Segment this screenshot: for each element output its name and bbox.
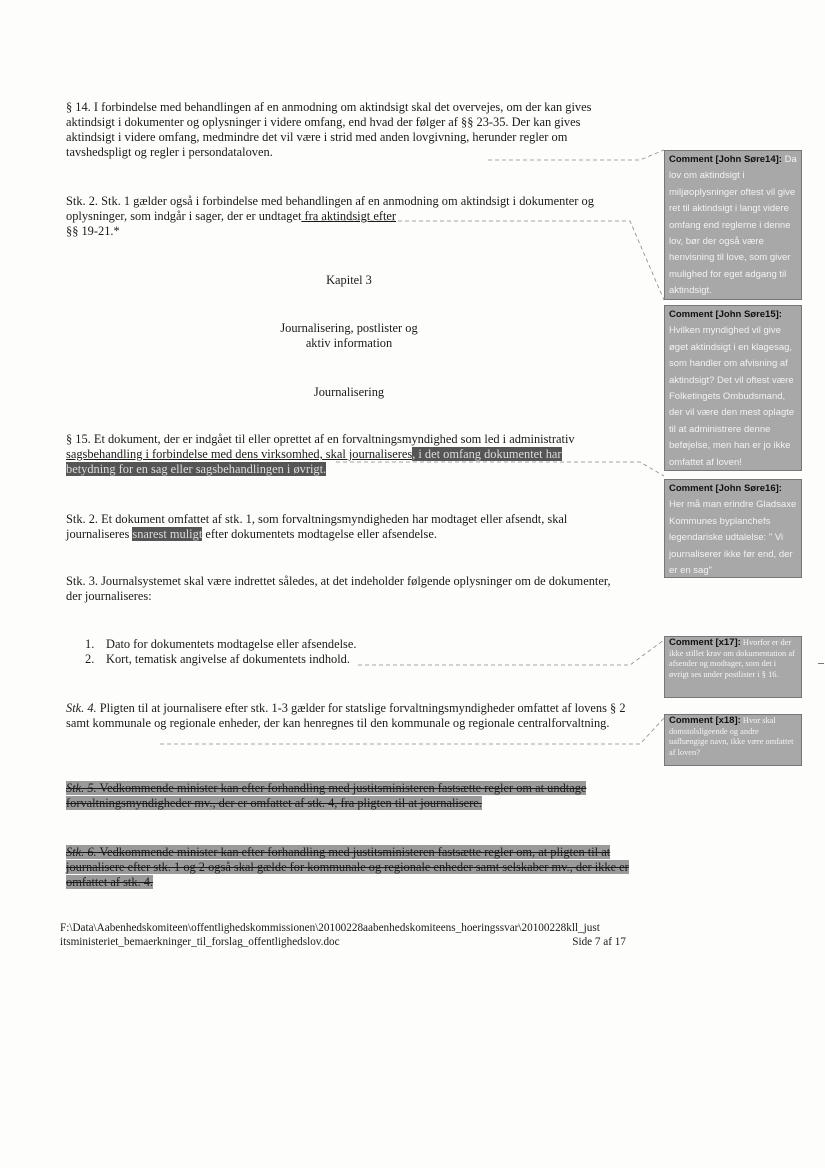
- stk6-label: Stk. 6.: [66, 845, 97, 859]
- chapter-subtitle-line-2: aktiv information: [305, 336, 393, 350]
- margin-marker: [818, 663, 824, 664]
- p15-line-2: sagsbehandling i forbindelse med dens virksomhed, skal journaliseres: [66, 447, 413, 461]
- comment-header: Comment [John Søre14]:: [669, 154, 782, 165]
- file-path-line-1: F:\Data\Aabenhedskomiteen\offentlighedskommissionen\20100228aabenhedskomiteens_hoeringssvar\20100228kll_just: [60, 922, 600, 934]
- paragraph-15-stk-6: [66, 845, 631, 890]
- comment-header: Comment [x18]:: [669, 715, 741, 726]
- stk2-reference: §§ 19-21.*: [66, 224, 120, 238]
- journal-info-list: [68, 637, 608, 667]
- p15-stk2-line-1: Stk. 2. Et dokument omfattet af stk. 1, som forvaltningsmyndigheden har modtaget eller afsendt, skal: [66, 512, 568, 526]
- file-path-line-2: itsministeriet_bemaerkninger_til_forslag_offentlighedslov.doc: [60, 936, 340, 948]
- comment-balloon[interactable]: [664, 479, 802, 578]
- comment-text: Her må man erindre Gladsaxe Kommunes byplanchefs legendariske udtalelse: " Vi journaliserer ikke før end, der er en sag": [669, 499, 797, 577]
- p15-stk2-line-2: journaliseres: [66, 527, 133, 541]
- stk4-text: Pligten til at journalisere efter stk. 1-3 gælder for statslige forvaltningsmyndigheder omfattet af lovens § 2 samt kommunale og regionale enheder, der kan henregnes til den kommunale og regionale centralforvaltning.: [66, 701, 626, 730]
- list-marker: 1.: [85, 637, 95, 651]
- comment-text: Hvor skal domstolsligeende og andre uafhængige navn, ikke være omfattet af loven?: [669, 716, 794, 757]
- stk5-text: Vedkommende minister kan efter forhandling med justitsministeren fastsætte regler om at undtage forvaltningsmyndigheder mv., der er omfattet af stk. 4, fra pligten til at journalisere.: [66, 781, 587, 810]
- paragraph-15-stk-3: Stk. 3. Journalsystemet skal være indrettet således, at det indeholder følgende oplysninger om de dokumenter, der journaliseres:: [66, 574, 611, 603]
- p15-highlighted-deletion: , i det omfang dokumentet har: [412, 447, 562, 461]
- comment-balloon[interactable]: [664, 150, 802, 300]
- page-footer: [60, 921, 626, 949]
- stk6-deleted-block: [66, 845, 629, 889]
- paragraph-15-stk-2: [66, 512, 626, 542]
- stk5-deleted-block: [66, 781, 586, 810]
- page-number: Side 7 af 17: [572, 936, 626, 948]
- paragraph-15: [66, 432, 636, 477]
- comment-text: Hvorfor er der ikke stillet krav om dokumentation af afsender og modtager, som det i øvrigt ses under postlister i § 16.: [669, 638, 795, 679]
- stk5-label: Stk. 5.: [66, 781, 97, 795]
- comment-balloon[interactable]: [664, 636, 802, 698]
- stk2-inserted-text: fra aktindsigt efter: [301, 209, 397, 223]
- p15-stk2-line-2-end: efter dokumentets modtagelse eller afsendelse.: [202, 527, 437, 541]
- comment-header: Comment [x17]:: [669, 637, 741, 648]
- section-heading: Journalisering: [313, 385, 385, 399]
- paragraph-14-stk-2: [66, 194, 626, 239]
- p15-line-1: § 15. Et dokument, der er indgået til eller oprettet af en forvaltningsmyndighed som led i administrativ: [66, 432, 575, 446]
- list-marker: 2.: [85, 652, 95, 666]
- chapter-subtitle: [66, 321, 632, 351]
- list-item-text: Kort, tematisk angivelse af dokumentets indhold.: [106, 652, 350, 666]
- comment-balloon[interactable]: [664, 714, 802, 766]
- paragraph-15-stk-5: [66, 781, 626, 811]
- chapter-title: Kapitel 3: [326, 273, 372, 287]
- list-item: [68, 637, 608, 652]
- paragraph-15-stk-4: [66, 701, 626, 731]
- list-item: [68, 652, 608, 667]
- comment-header: Comment [John Søre16]:: [669, 483, 782, 494]
- comment-header: Comment [John Søre15]:: [669, 309, 782, 320]
- stk6-text: Vedkommende minister kan efter forhandling med justitsministeren fastsætte regler om, at pligten til at journalisere efter stk. 1 og 2 også skal gælde for kommunale og regionale enheder samt selskaber mv., der ikke er omfattet af stk. 4.: [66, 845, 629, 889]
- chapter-subtitle-line-1: Journalisering, postlister og: [280, 321, 418, 335]
- comment-text: Da lov om aktindsigt i miljøoplysninger oftest vil give ret til aktindsigt i langt videre omfang end reglerne i denne lov, bør der også være henvisning til love, som giver mulighed for eget adgang til aktindsigt.: [669, 154, 797, 297]
- p15-highlighted-deletion-2: betydning for en sag eller sagsbehandlingen i øvrigt.: [66, 462, 327, 476]
- comment-text: Hvilken myndighed vil give øget aktindsigt i en klagesag, som handler om afvisning af aktindsigt? Det vil oftest være Folketingets Ombudsmand, der vil være den mest oplagte til at administrere denne beføjelse, men han er jo ikke omfattet af loven!: [669, 325, 795, 468]
- p15-stk2-highlight: snarest muligt: [132, 527, 203, 541]
- stk2-text: Stk. 2. Stk. 1 gælder også i forbindelse med behandlingen af en anmodning om aktindsigt i dokumenter og oplysninger, som indgår i sager, der er undtaget: [66, 194, 594, 223]
- stk4-label: Stk. 4.: [66, 701, 97, 715]
- comment-balloon[interactable]: [664, 305, 802, 471]
- paragraph-14: § 14. I forbindelse med behandlingen af en anmodning om aktindsigt skal det overvejes, om der kan gives aktindsigt i dokumenter og oplysninger i videre omfang, end hvad der følger af §§ 23-35. Der kan gives aktindsigt i videre omfang, medmindre det vil være i strid med anden lovgivning, herunder regler om tavshedspligt og regler i persondataloven.: [66, 100, 592, 159]
- list-item-text: Dato for dokumentets modtagelse eller afsendelse.: [106, 637, 357, 651]
